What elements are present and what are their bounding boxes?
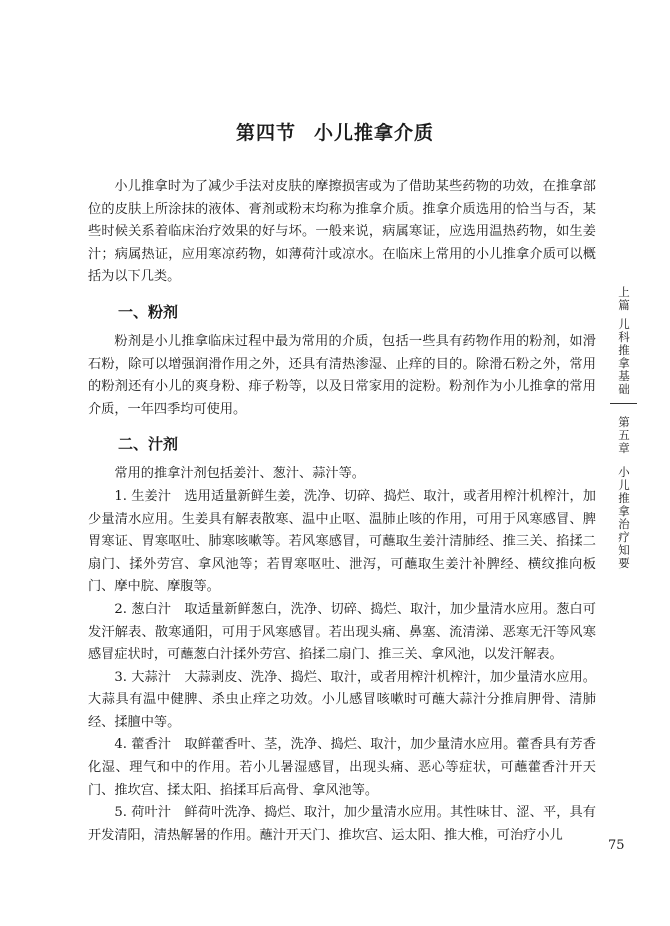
side-tab-part-title bbox=[614, 318, 634, 396]
paragraph: 2. 葱白汁 取适量新鲜葱白，洗净、切碎、捣烂、取汁，加少量清水应用。葱白可发汗解表、散寒通阳，可用于风寒感冒。若出现头痛、鼻塞、流清涕、恶寒无汗等风寒感冒症状时，可蘸葱白汁揉外劳宫、掐揉二扇门、推三关、拿风池，以发汗解表。 bbox=[88, 601, 596, 663]
section-number: 第四节 bbox=[235, 122, 296, 144]
section-heading-juice: 二、汁剂 bbox=[118, 435, 179, 454]
side-tab-chapter-title-label: 小儿推拿治疗知要 bbox=[618, 465, 630, 570]
paragraph: 1. 生姜汁 选用适量新鲜生姜，洗净、切碎、捣烂、取汁，或者用榨汁机榨汁，加少量清水应用。生姜具有解表散寒、温中止呕、温肺止咳的作用，可用于风寒感冒、脾胃寒证、胃寒呕吐、肺寒咳嗽等。若风寒感冒，可蘸取生姜汁清肺经、推三关、掐揉二扇门、揉外劳宫、拿风池等；若胃寒呕吐、泄泻，可蘸取生姜汁补脾经、横纹推向板门、摩中脘、摩腹等。 bbox=[88, 488, 596, 595]
paragraph: 5. 荷叶汁 鲜荷叶洗净、捣烂、取汁，加少量清水应用。其性味甘、涩、平，具有开发清阳，清热解暑的作用。蘸汁开天门、推坎宫、运太阳、推大椎，可治疗小儿 bbox=[88, 805, 596, 843]
side-tab-divider bbox=[610, 403, 637, 404]
intro-paragraph: 小儿推拿时为了减少手法对皮肤的摩擦损害或为了借助某些药物的功效，在推拿部位的皮肤上所涂抹的液体、膏剂或粉末均称为推拿介质。推拿介质选用的恰当与否，某些时候关系着临床治疗效果的好与坏。一般来说，病属寒证，应选用温热药物，如生姜汁；病属热证，应用寒凉药物，如薄荷汁或凉水。在临床上常用的小儿推拿介质可以概括为以下几类。 bbox=[88, 179, 596, 285]
page-title bbox=[0, 118, 670, 145]
side-tab-part bbox=[614, 286, 634, 312]
section-title: 小儿推拿介质 bbox=[314, 122, 435, 144]
paragraph: 粉剂是小儿推拿临床过程中最为常用的介质，包括一些具有药物作用的粉剂，如滑石粉，除可以增强润滑作用之外，还具有清热渗湿、止痒的目的。除滑石粉之外，常用的粉剂还有小儿的爽身粉、痱子粉等，以及日常家用的淀粉。粉剂作为小儿推拿的常用介质，一年四季均可使用。 bbox=[88, 333, 596, 417]
page-number: 75 bbox=[608, 838, 625, 853]
main-content bbox=[88, 176, 596, 847]
paragraph: 4. 藿香汁 取鲜藿香叶、茎，洗净、捣烂、取汁，加少量清水应用。藿香具有芳香化湿、理气和中的作用。若小儿暑湿感冒，出现头痛、恶心等症状，可蘸藿香汁开天门、推坎宫、揉太阳、掐揉耳后高骨、拿风池等。 bbox=[88, 737, 596, 798]
side-tab-part-title-label: 儿科推拿基础 bbox=[618, 317, 630, 396]
side-tab-chapter-title bbox=[614, 466, 634, 570]
side-tab-chapter-label: 第五章 bbox=[618, 415, 630, 455]
paragraph: 常用的推拿汁剂包括姜汁、葱汁、蒜汁等。 bbox=[114, 466, 365, 482]
section-heading-powder: 一、粉剂 bbox=[118, 302, 179, 321]
paragraph: 3. 大蒜汁 大蒜剥皮、洗净、捣烂、取汁，或者用榨汁机榨汁，加少量清水应用。大蒜具有温中健脾、杀虫止痒之功效。小儿感冒咳嗽时可蘸大蒜汁分推肩胛骨、清肺经、揉膻中等。 bbox=[88, 669, 596, 730]
side-tab-part-label: 上篇 bbox=[618, 285, 630, 312]
side-tab-chapter bbox=[614, 416, 634, 455]
